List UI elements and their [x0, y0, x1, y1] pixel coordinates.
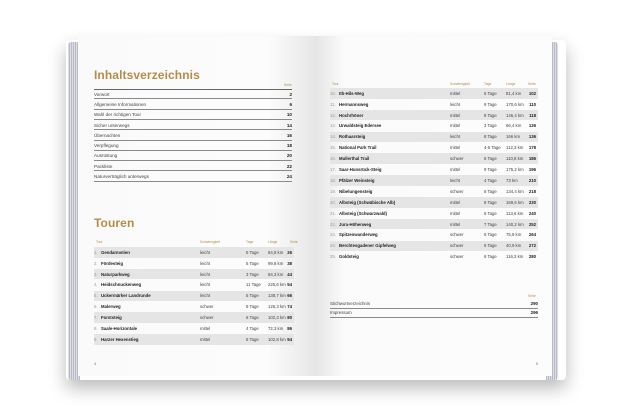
toc-row [94, 121, 292, 130]
tour-page: 94 [287, 336, 292, 342]
tour-days: 5 Tage [246, 260, 259, 266]
tour-row [94, 334, 294, 345]
tour-name: Urwaldsteig Edersee [339, 123, 382, 129]
tour-difficulty: leicht [200, 260, 211, 266]
tour-name: Harzer Hexenstieg [101, 336, 139, 342]
tour-page: 218 [528, 188, 536, 194]
tour-days: 6 Tage [484, 210, 497, 216]
tour-difficulty: mittel [450, 112, 461, 118]
tour-page: 186 [528, 156, 536, 162]
tour-name: Goldsteig [339, 254, 359, 260]
tour-length: 66,4 km [506, 123, 522, 129]
tour-days: 11 Tage [246, 282, 261, 288]
extras-row [330, 309, 538, 318]
tour-page: 178 [528, 145, 536, 151]
tour-number: 9. [94, 336, 98, 342]
tour-days: 7 Tage [484, 221, 497, 227]
tour-days: 4 Tage [484, 177, 497, 183]
tour-days: 5 Tage [484, 243, 497, 249]
tour-difficulty: mittel [450, 123, 461, 129]
tour-number: 1. [94, 249, 98, 255]
tour-number: 16. [330, 156, 336, 162]
tour-row [330, 164, 538, 175]
extras-label: Stichwortverzeichnis [330, 301, 371, 307]
col-difficulty: Schwierigkeit [200, 240, 220, 244]
tour-page: 86 [287, 326, 292, 332]
tour-days: 5 Tage [246, 293, 259, 299]
tour-days: 9 Tage [484, 167, 497, 173]
tour-days: 3 Tage [484, 123, 497, 129]
tour-length: 73 km [506, 177, 518, 183]
tour-row [330, 99, 538, 110]
tour-length: 112,3 km [506, 145, 524, 151]
tour-row [330, 197, 538, 208]
tour-number: 19. [330, 188, 336, 194]
tour-length: 170,6 km [506, 101, 524, 107]
col-difficulty-right: Schwierigkeit [450, 82, 470, 86]
tour-row [94, 269, 294, 280]
tour-number: 4. [94, 282, 98, 288]
tours-title: Touren [94, 216, 135, 230]
tour-row [330, 175, 538, 186]
tour-difficulty: leicht [450, 101, 461, 107]
tour-name: Forststeig [101, 315, 122, 321]
tour-name: Gendarmstien [101, 249, 130, 255]
tour-length: 102,8 km [268, 336, 286, 342]
tour-difficulty: mittel [200, 326, 211, 332]
tour-name: National Park Trail [339, 145, 377, 151]
tour-page: 240 [528, 210, 536, 216]
tour-number: 23. [330, 232, 336, 238]
tour-name: Albsteig (Schwarzwald) [339, 210, 387, 216]
toc-label: Verpflegung [94, 143, 119, 149]
tour-days: 6 Tage [484, 254, 497, 260]
tour-difficulty: mittel [450, 90, 461, 96]
tour-page: 118 [529, 112, 536, 118]
tour-page: 264 [528, 232, 536, 238]
tour-name: Spitzenwanderweg [339, 232, 378, 238]
tour-days: 8 Tage [484, 199, 497, 205]
tour-length: 146,4 km [506, 112, 524, 118]
toc-row [94, 152, 292, 161]
tour-difficulty: mittel [450, 221, 461, 227]
tour-name: Rothaarsteig [339, 134, 366, 140]
tour-length: 175,2 km [506, 167, 524, 173]
tour-days: 3 Tage [246, 271, 259, 277]
tour-name: Saar-Hunsrück-Steig [339, 167, 382, 173]
tour-name: Albsteig (Schwäbische Alb) [339, 199, 396, 205]
tour-page: 136 [528, 134, 536, 140]
tour-days: 9 Tage [484, 101, 497, 107]
left-page [78, 36, 316, 376]
tour-row [330, 88, 538, 99]
tour-difficulty: leicht [450, 134, 461, 140]
toc-row [94, 131, 292, 140]
tour-page: 44 [287, 271, 292, 277]
tour-number: 11. [330, 101, 336, 107]
toc-page: 14 [286, 122, 292, 128]
tour-page: 102 [528, 90, 536, 96]
tour-length: 140,2 km [506, 221, 524, 227]
tour-length: 225,6 km [268, 282, 286, 288]
tour-page: 26 [287, 249, 292, 255]
tour-days: 4-5 Tage [484, 145, 501, 151]
right-page [316, 36, 552, 376]
toc-row [94, 100, 292, 109]
tour-row [330, 219, 538, 230]
tour-row [330, 143, 538, 154]
tour-length: 169,6 km [506, 199, 524, 205]
toc-page: 22 [286, 163, 292, 169]
tour-name: Pfälzer Weinsteig [339, 177, 375, 183]
toc-page: 6 [289, 101, 292, 107]
tour-difficulty: leicht [200, 282, 211, 288]
tour-name: Ith-Hils-Weg [339, 90, 364, 96]
tour-difficulty: schwer [200, 304, 214, 310]
tour-number: 7. [94, 315, 98, 321]
toc-row [94, 90, 292, 99]
tour-days: 8 Tage [246, 304, 259, 310]
tour-row [94, 323, 294, 334]
toc-label: Allgemeine Informationen [94, 101, 147, 107]
tour-name: Berchtesgadener Gipfelweg [339, 243, 396, 249]
toc-label: Naturverträglich unterwegs [94, 174, 149, 180]
tour-page: 66 [287, 293, 292, 299]
toc-label: Wahl der richtigen Tour [94, 112, 141, 118]
extras-label: Impressum [330, 310, 352, 316]
tour-number: 24. [330, 243, 336, 249]
extras-page: 290 [530, 301, 538, 307]
col-days-right: Tage [484, 82, 492, 86]
tour-page: 252 [528, 221, 536, 227]
tour-difficulty: leicht [450, 177, 461, 183]
tour-length: 40,9 km [506, 243, 522, 249]
tour-length: 110,8 km [506, 156, 524, 162]
tour-row [330, 241, 538, 252]
toc-page: 18 [286, 143, 292, 149]
tour-row [94, 247, 294, 258]
tour-number: 25. [330, 254, 336, 260]
tour-days: 5 Tage [484, 90, 497, 96]
tour-number: 6. [94, 304, 98, 310]
tour-difficulty: leicht [200, 293, 211, 299]
extras-page: 296 [530, 310, 538, 316]
col-days: Tage [246, 240, 254, 244]
tour-name: Fördesteig [101, 260, 123, 266]
tour-days: 6 Tage [484, 188, 497, 194]
tour-row [94, 280, 294, 291]
toc-row [94, 111, 292, 120]
tour-difficulty: schwer [450, 188, 464, 194]
tour-number: 15. [330, 145, 336, 151]
tour-row [330, 252, 538, 263]
toc-label: Vorwort [94, 91, 110, 97]
toc-row [94, 162, 292, 171]
tour-page: 74 [287, 304, 292, 310]
tour-days: 6 Tage [484, 156, 497, 162]
tour-number: 12. [330, 112, 336, 118]
tour-row [330, 208, 538, 219]
tour-page: 230 [528, 199, 536, 205]
tour-length: 75,8 km [506, 232, 522, 238]
tour-difficulty: schwer [450, 232, 464, 238]
tour-page: 210 [528, 177, 536, 183]
tour-difficulty: mittel [450, 167, 461, 173]
tour-name: Mullerthal Trail [339, 156, 370, 162]
tour-days: 4 Tage [246, 326, 259, 332]
toc-label: Übernachten [94, 132, 121, 138]
toc-label: Packliste [94, 163, 113, 169]
tour-name: Jura-Höhenweg [339, 221, 372, 227]
tour-days: 8 Tage [484, 134, 497, 140]
tour-name: Naturparkweg [101, 271, 130, 277]
tour-number: 5. [94, 293, 98, 299]
tour-length: 113,6 km [506, 210, 524, 216]
tour-number: 10. [330, 90, 336, 96]
tour-length: 72,3 km [268, 326, 284, 332]
col-tour-right: Tour [332, 82, 339, 86]
tour-page: 280 [528, 254, 536, 260]
toc-title: Inhaltsverzeichnis [94, 68, 200, 82]
tour-row [94, 302, 294, 313]
tour-name: Nibelungensteig [339, 188, 373, 194]
toc-page: 16 [286, 132, 292, 138]
tour-days: 5 Tage [246, 336, 259, 342]
tour-number: 22. [330, 221, 336, 227]
tour-page: 54 [287, 282, 292, 288]
tour-number: 20. [330, 199, 336, 205]
tour-difficulty: leicht [200, 271, 211, 277]
tour-number: 14. [330, 134, 336, 140]
folio-right: 5 [535, 361, 538, 366]
tour-page: 272 [528, 243, 536, 249]
tour-difficulty: leicht [200, 249, 211, 255]
tour-name: Hochrhöner [339, 112, 364, 118]
tour-difficulty: mittel [450, 210, 461, 216]
tour-page: 126 [528, 123, 536, 129]
tour-difficulty: mittel [450, 199, 461, 205]
tour-length: 126,3 km [268, 304, 286, 310]
tour-page: 80 [287, 315, 292, 321]
tour-row [94, 258, 294, 269]
tour-page: 38 [287, 260, 292, 266]
col-length: Länge [268, 240, 278, 244]
tour-difficulty: schwer [450, 243, 464, 249]
tour-row [330, 186, 538, 197]
tour-row [330, 121, 538, 132]
tour-number: 3. [94, 271, 98, 277]
toc-label: Sicher unterwegs [94, 122, 130, 128]
tour-length: 138,7 km [268, 293, 286, 299]
tour-row [94, 312, 294, 323]
col-length-right: Länge [506, 82, 516, 86]
tour-row [330, 153, 538, 164]
tour-name: Uckermärker Landrunde [101, 293, 151, 299]
tour-name: Malerweg [101, 304, 121, 310]
tour-row [330, 110, 538, 121]
toc-page: 10 [286, 112, 292, 118]
col-page: Seite [290, 240, 298, 244]
tour-difficulty: mittel [450, 145, 461, 151]
tour-page: 110 [529, 101, 536, 107]
extras-row [330, 300, 538, 309]
tour-length: 99,8 km [268, 260, 284, 266]
tour-days: 5 Tage [484, 232, 497, 238]
tour-length: 84,3 km [268, 271, 284, 277]
tour-number: 21. [330, 210, 336, 216]
toc-label: Ausrüstung [94, 153, 118, 159]
tour-length: 84,8 km [268, 249, 284, 255]
tour-difficulty: mittel [200, 336, 211, 342]
tour-days: 5 Tage [246, 249, 259, 255]
folio-left: 4 [94, 361, 97, 366]
col-tour: Tour [96, 240, 103, 244]
tour-difficulty: schwer [200, 315, 214, 321]
tour-number: 17. [330, 167, 336, 173]
toc-row [94, 142, 292, 151]
tour-row [94, 291, 294, 302]
tour-row [330, 132, 538, 143]
tour-name: Hermannsweg [339, 101, 369, 107]
tour-length: 134,4 km [506, 188, 524, 194]
tour-name: Saale-Horizontale [101, 326, 138, 332]
tour-row [330, 230, 538, 241]
tour-number: 18. [330, 177, 336, 183]
tour-number: 8. [94, 326, 98, 332]
tour-number: 13. [330, 123, 336, 129]
col-page-right: Seite [528, 82, 536, 86]
tour-days: 8 Tage [484, 112, 497, 118]
extras-page-header: Seite [528, 294, 536, 298]
tour-days: 6 Tage [246, 315, 259, 321]
tour-length: 166 km [506, 134, 521, 140]
toc-page: 2 [289, 91, 292, 97]
toc-page: 20 [286, 153, 292, 159]
tour-name: Heidschnuckenweg [101, 282, 142, 288]
toc-page: 24 [286, 174, 292, 180]
tour-length: 102,3 km [268, 315, 286, 321]
tour-difficulty: schwer [450, 156, 464, 162]
tour-number: 2. [94, 260, 98, 266]
tour-length: 81,4 km [506, 90, 522, 96]
tour-length: 116,3 km [506, 254, 524, 260]
tour-difficulty: schwer [450, 254, 464, 260]
toc-page-header: Seite [284, 83, 292, 87]
toc-row [94, 172, 292, 181]
tour-page: 196 [528, 167, 536, 173]
